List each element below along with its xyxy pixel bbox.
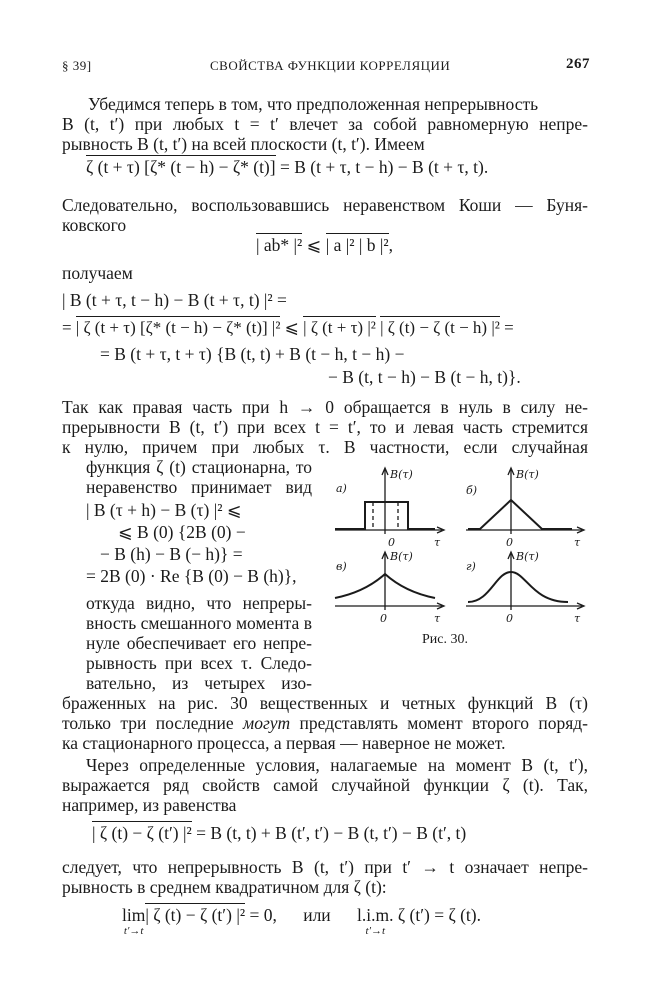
equation-op: ⩽	[280, 318, 304, 337]
text-line: рывность в среднем квадратичном для ζ (t):	[62, 877, 387, 897]
text-span: или	[303, 905, 331, 925]
figure-caption: Рис. 30.	[422, 632, 468, 647]
text-span: представлять момент второго поряд-	[290, 713, 588, 733]
panel-d-label: г)	[466, 560, 476, 573]
text-span: только три последние	[62, 713, 244, 733]
overline-expression: | ζ (t + τ) [ζ* (t − h) − ζ* (t)] |²	[75, 318, 281, 337]
equation: − B (t, t − h) − B (t − h, t)}.	[328, 367, 521, 387]
equation: | B (τ + h) − B (τ) |² ⩽	[86, 500, 242, 520]
limit-operator	[122, 904, 145, 936]
equation: − B (h) − B (− h)} =	[100, 544, 243, 564]
text-line: например, из равенства	[62, 795, 237, 815]
text-line: Так как правая часть при h → 0 обращается в нуль в силу не-	[62, 397, 588, 417]
equation-op: =	[62, 318, 76, 337]
equation-op: = 0,	[245, 905, 277, 925]
panel-c-label: в)	[336, 560, 347, 573]
equation	[122, 904, 481, 936]
text-line: следует, что непрерывность B (t, t′) при t′ → t означает непре-	[62, 857, 588, 877]
text-line: прерывности B (t, t′) при всех t = t′, то и левая часть стремится	[62, 417, 588, 437]
text-line: получаем	[62, 263, 133, 283]
panel-b-curve	[468, 500, 572, 529]
text-line: выражается ряд свойств самой случайной функции ζ (t). Так,	[62, 775, 588, 795]
overline-expression: | ζ (t + τ) |²	[303, 318, 376, 337]
text-line: ка стационарного процесса, а первая — наверное не может.	[62, 733, 506, 753]
equation: = 2B (0) · Re {B (0) − B (h)},	[86, 566, 297, 586]
equation	[92, 822, 466, 844]
panel-d-curve	[468, 572, 568, 602]
panel-b-origin: 0	[506, 536, 513, 549]
overline-expression: | ζ (t) − ζ (t′) |²	[145, 905, 246, 925]
equation	[86, 156, 488, 178]
equation-rhs: ζ (t′) = ζ (t).	[393, 905, 481, 925]
text-line: Убедимся теперь в том, что предположенная непрерывность	[88, 94, 539, 114]
limit-text: lim	[122, 905, 146, 925]
limit-text: l.i.m.	[357, 905, 394, 925]
text-line: ковского	[62, 215, 127, 235]
text-line: откуда видно, что непреры-	[86, 593, 312, 613]
panel-a-ylabel: B(τ)	[390, 468, 413, 481]
equation-op: ,	[388, 235, 393, 255]
panel-d-origin: 0	[506, 612, 513, 625]
text-line: нуле обеспечивает его непре-	[86, 633, 312, 653]
equation-rhs: = B (t + τ, t − h) − B (t + τ, t).	[275, 157, 489, 177]
panel-d-xlabel: τ	[574, 612, 581, 625]
text-line: к нулю, причем при любых τ. В частности, если случайная	[62, 437, 588, 457]
text-line: Через определенные условия, налагаемые на момент B (t, t′),	[86, 755, 588, 775]
panel-c-ylabel: B(τ)	[390, 550, 413, 563]
panel-d-ylabel: B(τ)	[516, 550, 539, 563]
equation: = B (t + τ, t + τ) {B (t, t) + B (t − h, t − h) −	[100, 344, 405, 364]
text-line: неравенство принимает вид	[86, 477, 312, 497]
running-header-title: СВОЙСТВА ФУНКЦИИ КОРРЕЛЯЦИИ	[210, 58, 451, 73]
panel-c-origin: 0	[380, 612, 387, 625]
equation-rhs: = B (t, t) + B (t′, t′) − B (t, t′) − B (t′, t)	[191, 823, 467, 843]
text-line: функция ζ (t) стационарна, то	[86, 457, 312, 477]
overline-expression: | a |²	[325, 235, 355, 255]
text-line	[62, 712, 588, 734]
running-header-section: § 39]	[62, 58, 92, 73]
equation: ⩽ B (0) {2B (0) −	[118, 522, 246, 542]
panel-a-label: а)	[336, 482, 347, 495]
overline-expression: ζ (t + τ) [ζ* (t − h) − ζ* (t)]	[86, 157, 276, 177]
equation	[62, 317, 514, 339]
text-line: браженных на рис. 30 вещественных и четных функций B (τ)	[62, 693, 588, 713]
overline-expression: | ζ (t) − ζ (t′) |²	[92, 823, 192, 843]
overline-expression: | ζ (t) − ζ (t − h) |²	[380, 318, 500, 337]
equation-op: =	[499, 318, 514, 337]
overline-expression: | ab* |²	[256, 235, 303, 255]
text-line: рывность при всех τ. Следо-	[86, 653, 312, 673]
panel-c-xlabel: τ	[434, 612, 441, 625]
limit-subscript: t′→t	[365, 925, 386, 937]
overline-expression: | b |²	[354, 235, 389, 255]
limit-operator	[357, 904, 393, 936]
panel-b-xlabel: τ	[574, 536, 581, 549]
limit-subscript: t′→t	[123, 925, 144, 937]
emphasis: могут	[243, 713, 291, 733]
panel-b-label: б)	[466, 484, 478, 497]
panel-b-ylabel: B(τ)	[516, 468, 539, 481]
panel-a-xlabel: τ	[434, 536, 441, 549]
panel-a-origin: 0	[388, 536, 395, 549]
equation-op: ⩽	[302, 235, 326, 255]
text-line: рывность B (t, t′) на всей плоскости (t, t′). Имеем	[62, 134, 425, 154]
page-number: 267	[566, 56, 590, 72]
text-line: B (t, t′) при любых t = t′ влечет за собой равномерную непре-	[62, 114, 588, 134]
equation	[256, 234, 393, 256]
figure-30	[330, 462, 592, 630]
text-line: Следовательно, воспользовавшись неравенством Коши — Буня-	[62, 195, 588, 215]
text-line: вность смешанного момента в	[86, 613, 312, 633]
equation: | B (t + τ, t − h) − B (t + τ, t) |² =	[62, 290, 287, 310]
text-line: вательно, из четырех изо-	[86, 673, 312, 693]
